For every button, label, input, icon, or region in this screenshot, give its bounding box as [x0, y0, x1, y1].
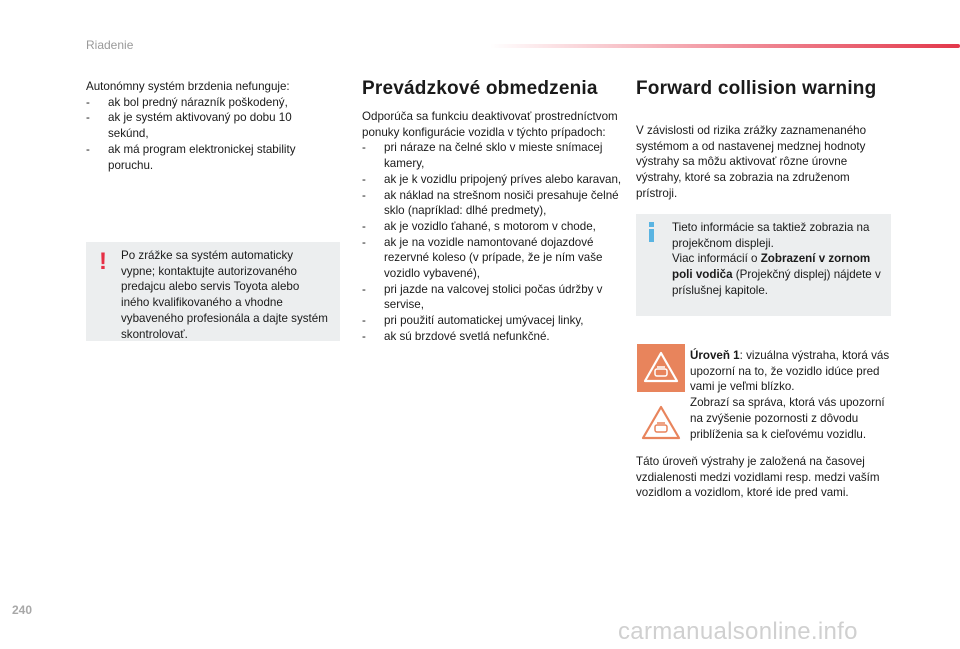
collision-warning-outline-icon — [637, 400, 685, 446]
list-item: - ak je vozidlo ťahané, s motorom v chode, — [362, 219, 596, 233]
col2-list — [362, 140, 622, 344]
list-item: - pri jazde na valcovej stolici počas údržby v servise, — [362, 282, 603, 312]
list-item: - ak je k vozidlu pripojený príves alebo karavan, — [362, 172, 622, 186]
list-item: - pri použití automatickej umývacej linky, — [362, 314, 584, 328]
list-item: - ak náklad na strešnom nosiči presahuje čelné sklo (napríklad: dlhé predmety), — [362, 188, 619, 218]
list-item: - ak je na vozidle namontované dojazdové rezervné koleso (v prípade, že je ním vaše vozidlo vybavené), — [362, 235, 603, 281]
section-heading: Forward collision warning — [636, 78, 877, 99]
collision-warning-solid-icon — [637, 344, 685, 392]
col3-bottom-text: Táto úroveň výstrahy je založená na časovej vzdialenosti medzi vozidlami resp. medzi vaším vozidlom a vozidlom, ktoré ide pred vami. — [636, 455, 880, 500]
section-heading: Prevádzkové obmedzenia — [362, 78, 598, 99]
list-item: - ak bol predný nárazník poškodený, — [86, 95, 288, 109]
info-line: Viac informácií o Zobrazení v zornom poli vodiča (Projekčný displej) nájdete v príslušnej kapitole. — [672, 252, 881, 297]
col2-intro: Odporúča sa funkciu deaktivovať prostredníctvom ponuky konfigurácie vozidla v týchto prípadoch: — [362, 110, 618, 139]
list-item: - ak sú brzdové svetlá nefunkčné. — [362, 329, 550, 343]
col1-list — [86, 95, 326, 174]
header-accent-line — [490, 44, 960, 48]
level-description — [690, 348, 893, 442]
warning-note-text: Po zrážke sa systém automaticky vypne; kontaktujte autorizovaného predajcu alebo servis Toyota alebo iného kvalifikovaného a vhodne vybaveného profesionála a dajte systém skontrolovať. — [121, 249, 328, 341]
col3-intro: V závislosti od rizika zrážky zaznamenaného systémom a od nastavenej medznej hodnoty výstrahy sa môžu aktivovať rôzne úrovne výstrahy, ktoré sa zobrazia na združenom prístroji. — [636, 124, 867, 200]
level-line: Úroveň 1: vizuálna výstraha, ktorá vás upozorní na to, že vozidlo idúce pred vami je veľmi blízko. — [690, 349, 890, 394]
watermark: carmanualsonline.info — [618, 618, 858, 645]
info-note-text — [672, 220, 884, 299]
page-number: 240 — [12, 603, 33, 617]
level-line: Zobrazí sa správa, ktorá vás upozorní na zvýšenie pozornosti z dôvodu priblíženia sa k cieľovému vozidlu. — [690, 396, 885, 441]
list-item: - ak má program elektronickej stability poruchu. — [86, 142, 296, 172]
info-icon — [646, 222, 658, 246]
list-item: - ak je systém aktivovaný po dobu 10 sekúnd, — [86, 111, 292, 141]
section-title: Riadenie — [86, 38, 134, 52]
info-line: Tieto informácie sa taktiež zobrazia na projekčnom displeji. — [672, 221, 870, 250]
list-item: - pri náraze na čelné sklo v mieste snímacej kamery, — [362, 141, 603, 171]
exclamation-icon: ! — [99, 248, 107, 275]
col2-text-block — [362, 109, 622, 345]
col1-intro: Autonómny systém brzdenia nefunguje: — [86, 80, 290, 93]
col1-text-block — [86, 79, 326, 173]
